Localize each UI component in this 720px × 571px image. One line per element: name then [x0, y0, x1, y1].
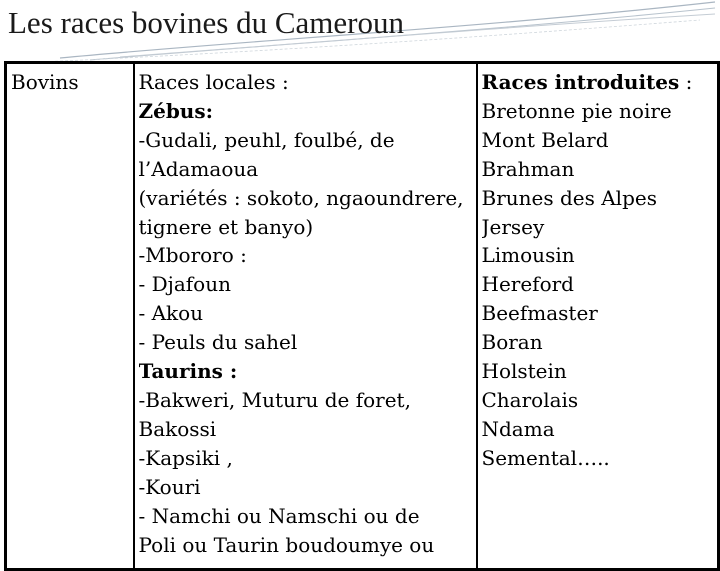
local-race-line: - Namchi ou Namschi ou de — [138, 503, 420, 528]
local-race-line: Taurins : — [138, 359, 238, 384]
local-race-line: -Kapsiki , — [138, 445, 233, 470]
local-race-line: Zébus: — [138, 98, 213, 123]
introduced-race-line: Holstein — [481, 359, 567, 384]
bovins-column — [6, 63, 134, 570]
introduced-races-header — [482, 68, 718, 97]
introduced-races-column — [477, 63, 719, 570]
introduced-race-line: Brahman — [481, 156, 575, 181]
introduced-race-line: Limousin — [481, 243, 575, 268]
introduced-race-line: Bretonne pie noire — [481, 98, 672, 123]
introduced-races-header-label: Races introduites — [481, 70, 680, 94]
local-race-line: Races locales : — [138, 70, 289, 94]
table-row — [6, 63, 719, 570]
local-race-line: l’Adamaoua — [138, 156, 259, 181]
local-race-line: - Peuls du sahel — [138, 330, 298, 355]
introduced-races-header-colon: : — [679, 70, 693, 94]
introduced-race-line: Boran — [481, 330, 543, 355]
local-race-line: -Gudali, peuhl, foulbé, de — [138, 127, 395, 152]
introduced-race-line: Beefmaster — [481, 301, 598, 326]
local-race-line: (variétés : sokoto, ngaoundrere, — [138, 185, 464, 210]
introduced-race-line: Ndama — [481, 416, 555, 441]
local-race-line: Poli ou Taurin boudoumye ou — [138, 532, 435, 557]
local-race-line: -Mbororo : — [138, 243, 247, 268]
introduced-race-line: Hereford — [481, 272, 574, 297]
introduced-race-line: Brunes des Alpes — [481, 185, 657, 210]
local-race-line: - Akou — [138, 301, 204, 326]
introduced-race-line: Semental….. — [481, 445, 610, 470]
races-table — [4, 61, 720, 571]
local-race-line: - Djafoun — [138, 272, 231, 297]
local-race-line: -Bakweri, Muturu de foret, — [138, 387, 411, 412]
local-race-line: tignere et banyo) — [138, 214, 314, 239]
local-race-line: Bakossi — [138, 416, 217, 441]
local-race-line: -Kouri — [138, 474, 201, 499]
bovins-header: Bovins — [11, 70, 79, 94]
introduced-race-line: Charolais — [481, 387, 579, 412]
introduced-race-line: Mont Belard — [481, 127, 609, 152]
local-races-column — [134, 63, 477, 570]
page-title: Les races bovines du Cameroun — [8, 5, 404, 40]
introduced-race-line: Jersey — [481, 214, 545, 239]
